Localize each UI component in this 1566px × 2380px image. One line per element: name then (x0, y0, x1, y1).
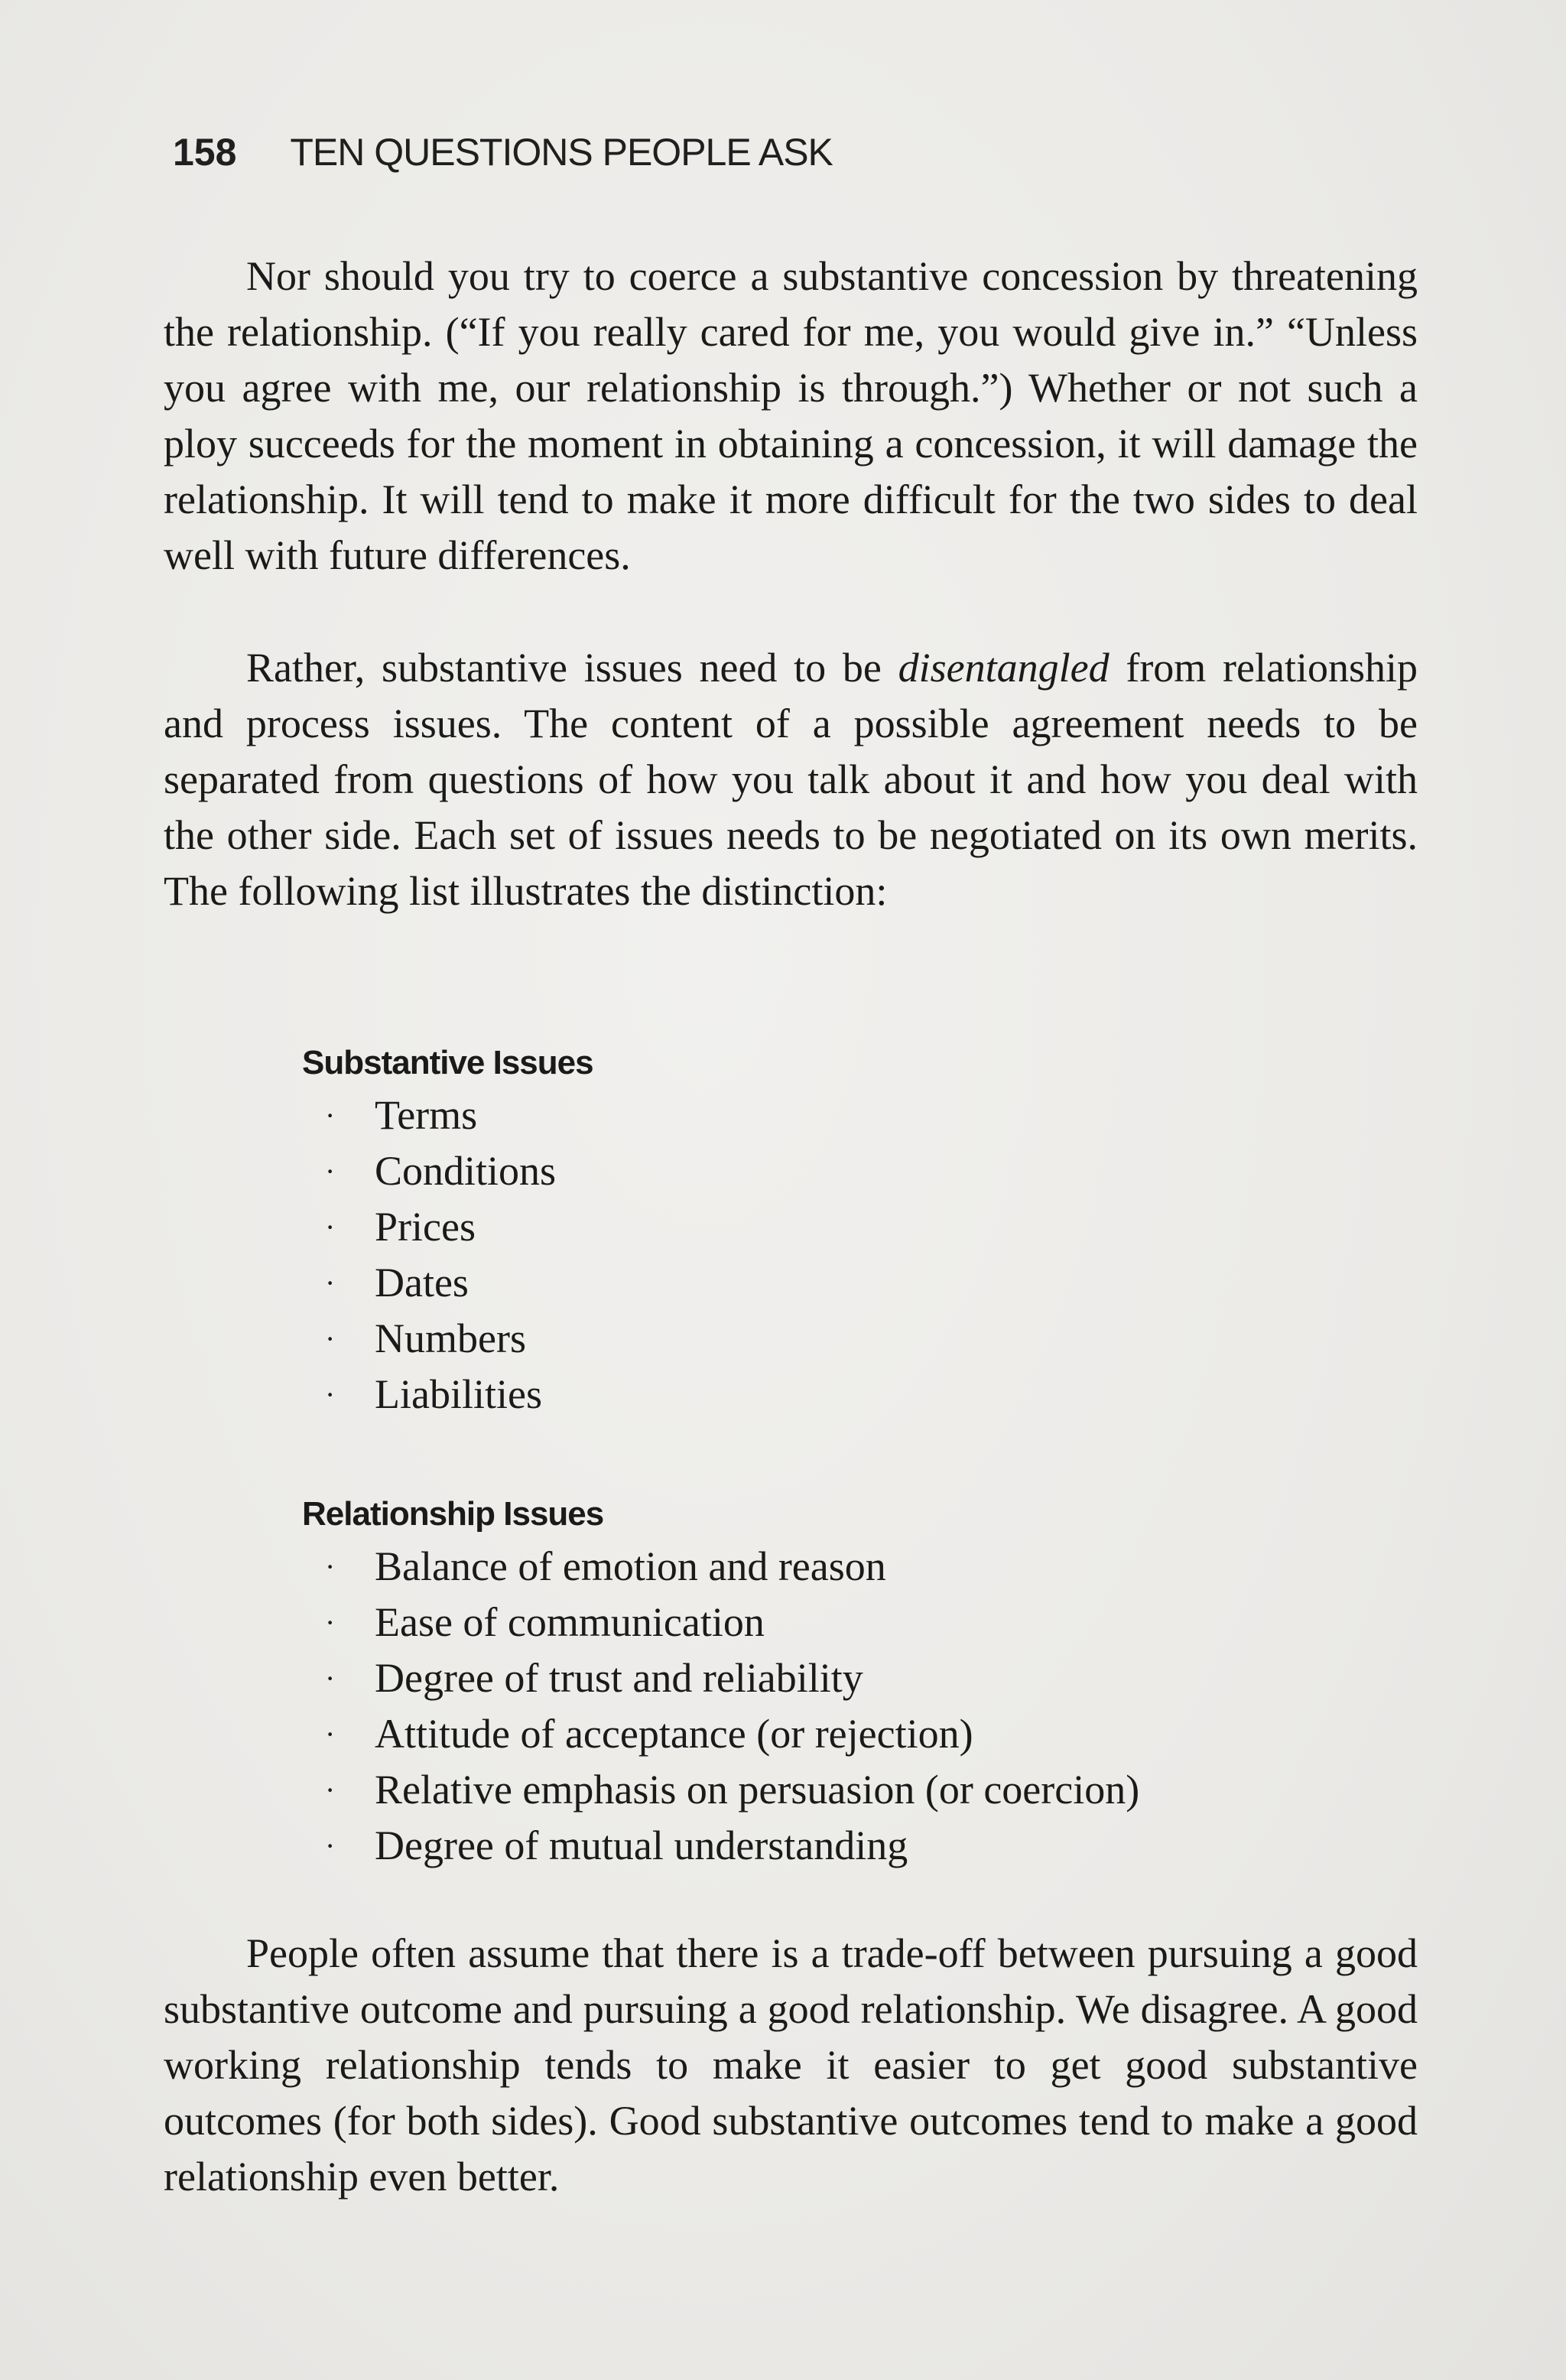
list-item-text: Relative emphasis on persuasion (or coercion) (375, 1767, 1140, 1813)
paragraph-trade-off: People often assume that there is a trade-off between pursuing a good substantive outcome and pursuing a good relationship. We disagree. A good working relationship tends to make it easier to get good substantive outcomes (for both sides). Good substantive outcomes tend to make a good relationship even better. (164, 1930, 1418, 2200)
list-item-text: Degree of mutual understanding (375, 1822, 908, 1868)
bullet-icon: · (325, 1098, 336, 1133)
relationship-issues-list (302, 1493, 1139, 1874)
list-item (302, 1539, 1139, 1595)
list-item (302, 1650, 1139, 1706)
list-item (302, 1088, 593, 1143)
bullet-icon: · (325, 1210, 336, 1244)
relationship-issues-heading: Relationship Issues (302, 1495, 604, 1533)
chapter-title: TEN QUESTIONS PEOPLE ASK (290, 131, 833, 174)
list-item (302, 1706, 1139, 1762)
list-item (302, 1595, 1139, 1650)
list-item (302, 1762, 1139, 1818)
bullet-icon: · (325, 1322, 336, 1356)
paragraph-disentangle-start: Rather, substantive issues need to be (246, 645, 898, 691)
list-item-text: Terms (375, 1092, 478, 1138)
emphasis-disentangled: disentangled (898, 645, 1110, 691)
bullet-icon: · (325, 1829, 336, 1863)
list-item (302, 1818, 1139, 1874)
list-item-text: Degree of trust and reliability (375, 1655, 863, 1701)
list-item-text: Conditions (375, 1148, 557, 1194)
bullet-icon: · (325, 1154, 336, 1188)
paragraph-disentangle-end: from relationship and process issues. The content of a possible agreement needs to be separated from questions of how you talk about it and how you deal with the other side. Each set of issues needs to be negotiated on its own merits. The following list illustrates the distinction: (164, 645, 1418, 914)
list-item-text: Liabilities (375, 1371, 542, 1417)
list-item (302, 1367, 593, 1422)
bullet-icon: · (325, 1266, 336, 1300)
list-item (302, 1255, 593, 1311)
bullet-icon: · (325, 1549, 336, 1584)
list-item-text: Prices (375, 1204, 476, 1250)
bullet-icon: · (325, 1661, 336, 1696)
bullet-icon: · (325, 1377, 336, 1412)
list-item-text: Balance of emotion and reason (375, 1543, 886, 1589)
list-item-text: Numbers (375, 1315, 526, 1361)
running-head (173, 130, 833, 174)
paragraph-disentangle (164, 640, 1418, 919)
list-item-text: Attitude of acceptance (or rejection) (375, 1711, 973, 1757)
page-number: 158 (173, 131, 237, 174)
substantive-issues-list (302, 1042, 593, 1422)
list-item-text: Ease of communication (375, 1599, 765, 1645)
bullet-icon: · (325, 1605, 336, 1640)
bullet-icon: · (325, 1717, 336, 1751)
list-item (302, 1311, 593, 1367)
paragraph-coercion: Nor should you try to coerce a substantive concession by threatening the relationship. (“If you really cared for me, you would give in.” “Unless you agree with me, our relationship is through.”) Whether or not such a ploy succeeds for the moment in obtaining a concession, it will damage the relationship. It will tend to make it more difficult for the two sides to deal well with future differences. (164, 253, 1418, 578)
list-item (302, 1143, 593, 1199)
list-item-text: Dates (375, 1260, 469, 1305)
list-item (302, 1199, 593, 1255)
substantive-issues-heading: Substantive Issues (302, 1044, 593, 1081)
bullet-icon: · (325, 1773, 336, 1807)
